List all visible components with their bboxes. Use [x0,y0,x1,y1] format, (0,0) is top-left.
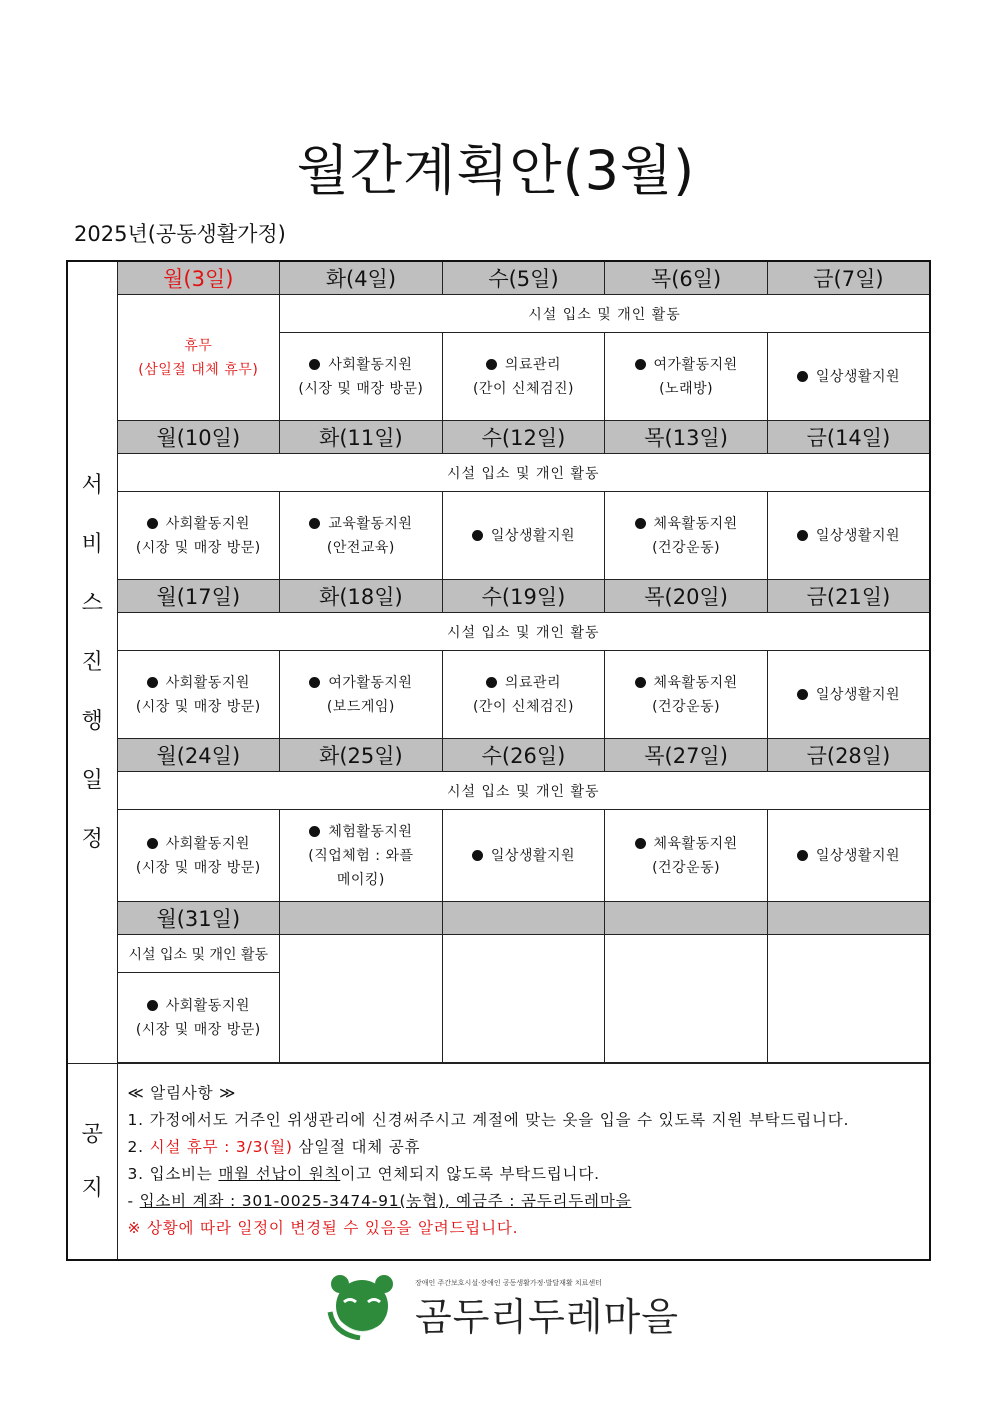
activity-cell: 의료관리 (간이 신체검진) [442,651,605,739]
page-subtitle: 2025년(공동생활가정) [74,222,286,246]
notice-line-1: 1. 가정에서도 거주인 위생관리에 신경써주시고 계절에 맞는 옷을 입을 수 있도록 지원 부탁드립니다. [127,1111,850,1129]
day-header: 화(25일) [280,739,443,772]
bullet-icon [147,518,158,529]
bullet-icon [472,850,483,861]
bullet-icon [635,838,646,849]
day-header: 목(27일) [605,739,768,772]
bullet-icon [147,1000,158,1011]
bullet-icon [147,677,158,688]
activity-cell: 일상생활지원 [767,492,930,580]
bullet-icon [797,689,808,700]
facility-row: 시설 입소 및 개인 활동 [117,454,930,492]
bullet-icon [635,359,646,370]
notice-line-4: - 입소비 계좌 : 301-0025-3474-91(농협), 예금주 : 곰두리두레마을 [127,1192,632,1210]
activity-cell: 사회활동지원 (시장 및 매장 방문) [280,333,443,421]
day-header: 금(14일) [767,421,930,454]
empty-cell [442,935,605,1063]
day-header: 수(12일) [442,421,605,454]
organization-logo [322,1270,682,1350]
bear-logo-icon [322,1272,410,1340]
bullet-icon [309,518,320,529]
activity-cell: 의료관리 (간이 신체검진) [442,333,605,421]
facility-row: 시설 입소 및 개인 활동 [117,935,280,973]
side-label-notice: 공 지 [67,1064,117,1261]
logo-name: 곰두리두레마을 [415,1295,679,1339]
activity-cell: 사회활동지원 (시장 및 매장 방문) [117,973,280,1063]
facility-row: 시설 입소 및 개인 활동 [117,772,930,810]
activity-cell: 여가활동지원 (보드게임) [280,651,443,739]
activity-cell: 일상생활지원 [767,810,930,902]
page-title: 월간계획안(3월) [296,139,696,202]
day-header: 월(31일) [117,902,280,935]
activity-cell: 일상생활지원 [442,492,605,580]
notice-line-3: 3. 입소비는 매월 선납이 원칙이고 연체되지 않도록 부탁드립니다. [127,1165,600,1183]
activity-cell: 일상생활지원 [767,651,930,739]
bullet-icon [635,677,646,688]
day-header: 월(3일) [117,261,280,295]
day-header: 화(4일) [280,261,443,295]
bullet-icon [486,677,497,688]
activity-cell: 교육활동지원 (안전교육) [280,492,443,580]
bullet-icon [309,826,320,837]
bullet-icon [797,530,808,541]
bullet-icon [486,359,497,370]
notice-panel [117,1064,930,1261]
activity-cell: 사회활동지원 (시장 및 매장 방문) [117,651,280,739]
notice-header: ≪ 알림사항 ≫ [127,1084,237,1102]
day-header: 화(11일) [280,421,443,454]
activity-cell: 체육활동지원 (건강운동) [605,651,768,739]
day-header: 금(7일) [767,261,930,295]
day-header: 월(17일) [117,580,280,613]
bullet-icon [797,371,808,382]
activity-cell: 체험활동지원 (직업체험 : 와플 메이킹) [280,810,443,902]
day-header: 목(20일) [605,580,768,613]
day-header: 수(5일) [442,261,605,295]
day-header-empty [442,902,605,935]
facility-row: 시설 입소 및 개인 활동 [117,613,930,651]
bullet-icon [635,518,646,529]
bullet-icon [797,850,808,861]
activity-cell: 사회활동지원 (시장 및 매장 방문) [117,492,280,580]
day-header-empty [605,902,768,935]
activity-cell: 일상생활지원 [767,333,930,421]
empty-cell [280,935,443,1063]
day-header: 목(6일) [605,261,768,295]
side-label-schedule: 서 비 스 진 행 일 정 [67,261,117,1064]
day-header: 화(18일) [280,580,443,613]
bullet-icon [472,530,483,541]
bullet-icon [309,677,320,688]
day-header: 금(21일) [767,580,930,613]
activity-cell: 체육활동지원 (건강운동) [605,810,768,902]
day-header-empty [280,902,443,935]
activity-cell: 일상생활지원 [442,810,605,902]
day-header: 월(24일) [117,739,280,772]
notice-line-2: 2. 시설 휴무 : 3/3(월) 삼일절 대체 공휴 [127,1138,421,1156]
day-header: 월(10일) [117,421,280,454]
activity-cell: 사회활동지원 (시장 및 매장 방문) [117,810,280,902]
day-header: 목(13일) [605,421,768,454]
logo-subtext: 장애인 주간보호시설·장애인 공동생활가정·발달재활 치료센터 [415,1279,602,1287]
bullet-icon [147,838,158,849]
day-header-empty [767,902,930,935]
activity-cell: 체육활동지원 (건강운동) [605,492,768,580]
notice-line-5: ※ 상황에 따라 일정이 변경될 수 있음을 알려드립니다. [127,1219,519,1237]
empty-cell [605,935,768,1063]
holiday-cell: 휴무 (삼일절 대체 휴무) [117,295,280,421]
facility-row: 시설 입소 및 개인 활동 [280,295,930,333]
day-header: 수(19일) [442,580,605,613]
day-header: 수(26일) [442,739,605,772]
schedule-table [66,260,931,1261]
bullet-icon [309,359,320,370]
empty-cell [767,935,930,1063]
activity-cell: 여가활동지원 (노래방) [605,333,768,421]
day-header: 금(28일) [767,739,930,772]
